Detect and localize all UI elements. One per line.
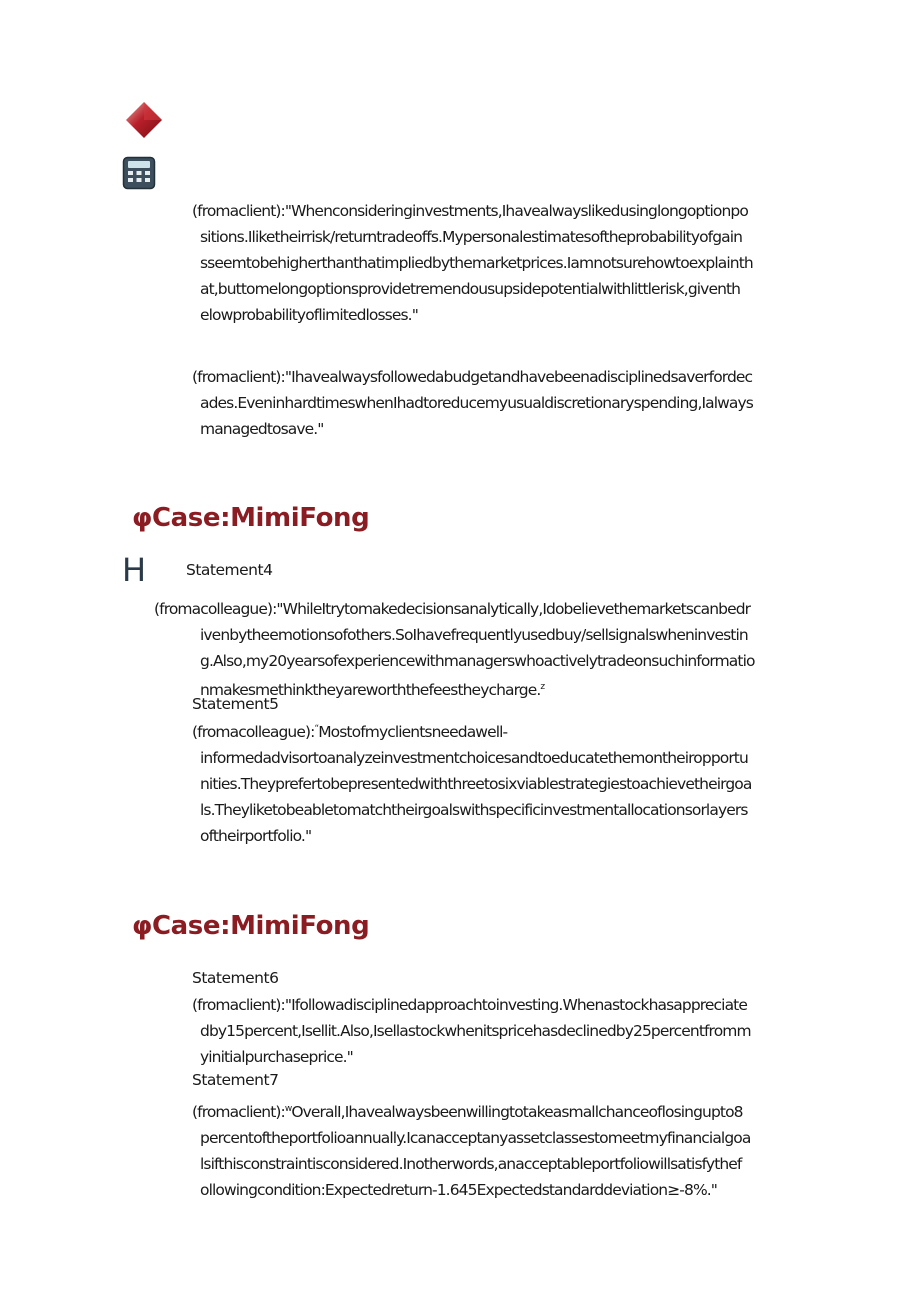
text-line: ollowingcondition:Expectedreturn-1.645Expectedstandarddeviation≥-8%." [200, 1181, 718, 1200]
text-line: sseemtobehigherthanthatimpliedbythemarketprices.Iamnotsurehowtoexplainth [200, 254, 753, 272]
text-prefix: (fromacolleague): [192, 723, 315, 742]
text-line: lsifthisconstraintisconsidered.Inotherwords,anacceptableportfoliowillsatisfythef [200, 1155, 742, 1174]
text-line: OveralI,Ihavealwaysbeenwillingtotakeasmallchanceoflosingupto8 [291, 1103, 743, 1122]
text-line: (fromaclient):"Whenconsideringinvestments,Ihavealwayslikedusinglongoptionpo [192, 202, 748, 220]
text-line: (fromaclient):"Ifollowadisciplinedapproachtoinvesting.Whenastockhasappreciate [192, 996, 747, 1014]
client-quote-options [192, 198, 788, 328]
calculator-icon [122, 156, 156, 190]
text-prefix: (fromaclient): [192, 1103, 285, 1122]
client-quote-budget [192, 364, 788, 442]
section-heading: φCase:MimiFong [132, 911, 370, 941]
text-line: ades.EveninhardtimeswhenIhadtoreducemyusualdiscretionaryspending,Ialways [200, 394, 753, 412]
section-heading: φCase:MimiFong [132, 503, 370, 533]
text-line: g.Also,my20yearsofexperiencewithmanagerswhoactivelytradeonsuchinformatio [200, 652, 755, 670]
text-line: managedtosave." [200, 420, 324, 438]
text-line: (fromaclient):"Ihavealwaysfollowedabudgetandhavebeenadisciplinedsaverfordec [192, 368, 753, 386]
text-line: ls.Theyliketobeabletomatchtheirgoalswithspecificinvestmentallocationsorlayers [200, 801, 748, 820]
statement-label: Statement7 [192, 1071, 279, 1089]
text-line: informedadvisortoanalyzeinvestmentchoicesandtoeducatethemontheiropportu [200, 749, 748, 768]
text-line: ivenbytheemotionsofothers.SoIhavefrequentlyusedbuy/sellsignalswheninvestin [200, 626, 748, 644]
quote-mark: “ [314, 724, 319, 734]
text-line: yinitialpurchaseprice." [200, 1048, 353, 1066]
statement-label: Statement5 [192, 695, 279, 713]
statement-5-text [192, 716, 788, 849]
statement-label: Statement4 [186, 561, 273, 579]
statement-4-text [154, 596, 794, 703]
quote-mark: w [284, 1104, 292, 1114]
footnote-mark: z [540, 682, 545, 692]
statement-7-text [192, 1096, 788, 1203]
text-line: elowprobabilityoflimitedlosses." [200, 306, 418, 324]
statement-label: Statement6 [192, 969, 279, 987]
text-line: Mostofmyclientsneedawell- [318, 723, 508, 742]
text-line: dby15percent,Isellit.Also,Isellastockwhenitspricehasdeclinedby25percentfromm [200, 1022, 751, 1040]
text-line: sitions.Iliketheirrisk/returntradeoffs.Mypersonalestimatesoftheprobabilityofgain [200, 228, 743, 246]
text-line: nmakesmethinktheyareworththefeestheycharge. [200, 681, 541, 700]
statement-6-text [192, 992, 788, 1070]
text-line: (fromacolleague):"WhileItrytomakedecisionsanalytically,Idobelievethemarketscanbedr [154, 600, 751, 618]
text-line: at,buttomelongoptionsprovidetremendousupsidepotentialwithlittlerisk,giventh [200, 280, 741, 298]
text-line: oftheirportfolio." [200, 827, 312, 846]
letter-marker: H [122, 551, 147, 589]
text-line: nities.Theyprefertobepresentedwiththreetosixviablestrategiestoachievetheirgoa [200, 775, 752, 794]
diamond-bullet-icon [122, 100, 166, 140]
text-line: percentoftheportfolioannually.Icanacceptanyassetclassestomeetmyfinancialgoa [200, 1129, 751, 1148]
